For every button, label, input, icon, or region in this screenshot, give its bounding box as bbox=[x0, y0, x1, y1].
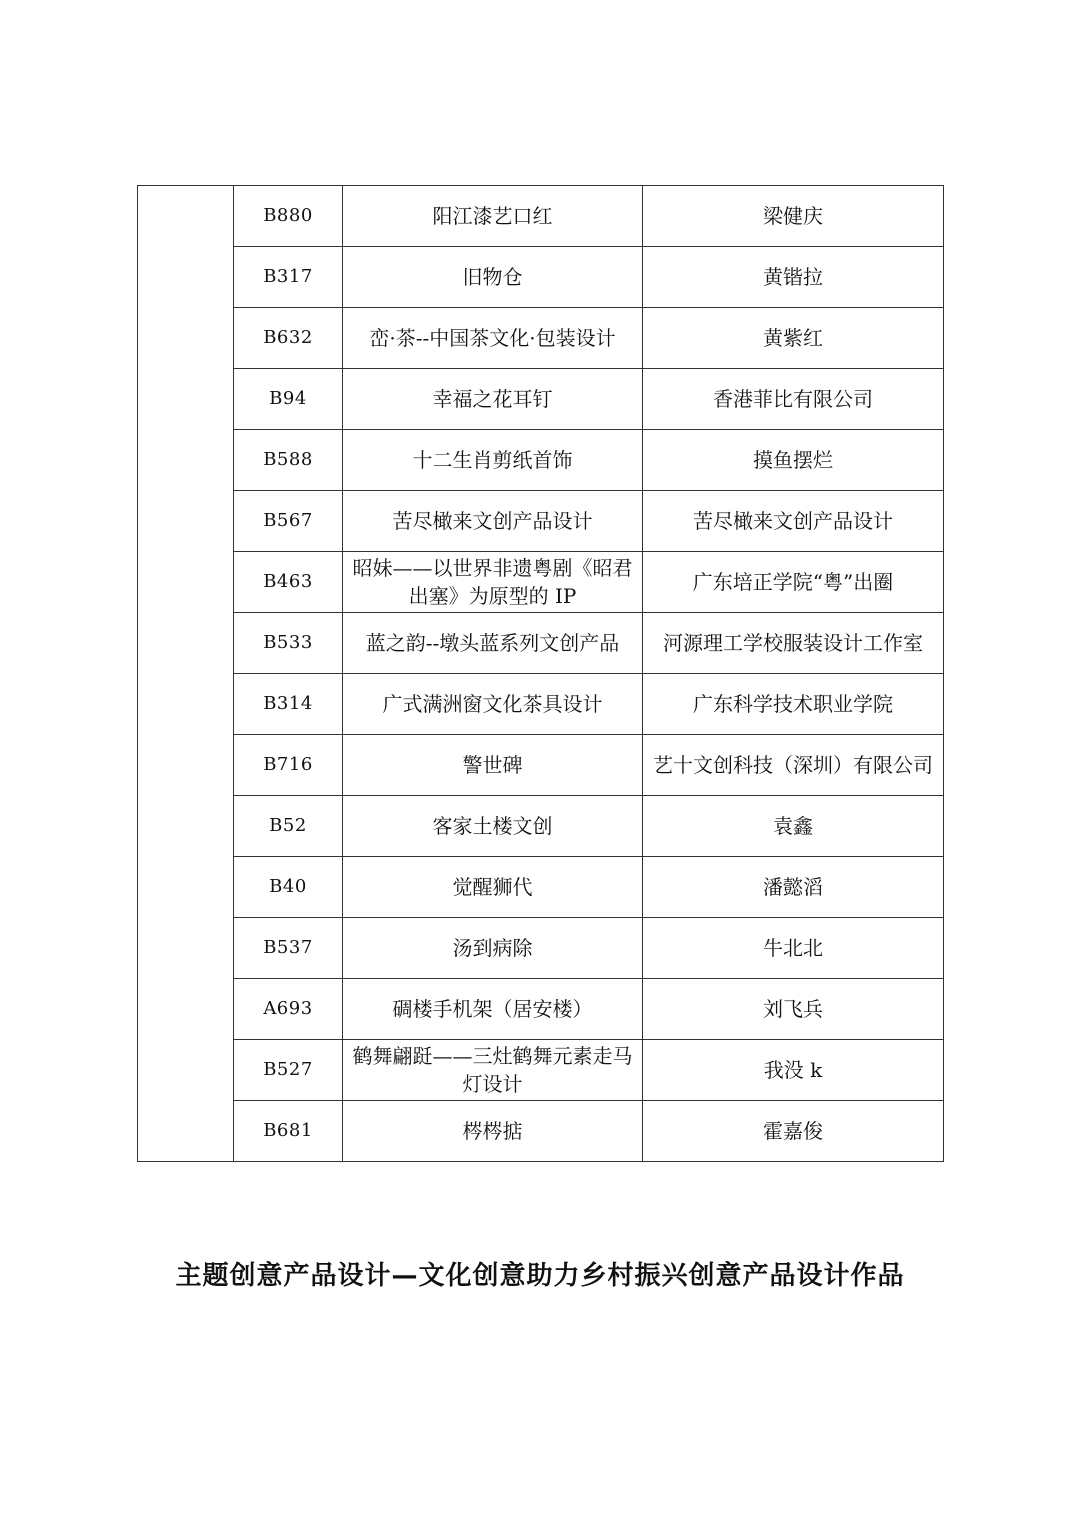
entry-title: 蓝之韵--墩头蓝系列文创产品 bbox=[343, 613, 643, 674]
entry-author: 广东培正学院“粤”出圈 bbox=[643, 552, 944, 613]
entry-author: 袁鑫 bbox=[643, 796, 944, 857]
results-table bbox=[137, 185, 944, 1162]
entry-author: 黄紫红 bbox=[643, 308, 944, 369]
entry-title: 十二生肖剪纸首饰 bbox=[343, 430, 643, 491]
table-row bbox=[138, 186, 944, 247]
entry-code: B94 bbox=[234, 369, 343, 430]
entry-author: 苦尽橄来文创产品设计 bbox=[643, 491, 944, 552]
entry-author: 我没 k bbox=[643, 1040, 944, 1101]
entry-code: B567 bbox=[234, 491, 343, 552]
entry-title: 广式满洲窗文化茶具设计 bbox=[343, 674, 643, 735]
entry-title: 碉楼手机架（居安楼） bbox=[343, 979, 643, 1040]
entry-code: B533 bbox=[234, 613, 343, 674]
entry-code: B52 bbox=[234, 796, 343, 857]
entry-author: 摸鱼摆烂 bbox=[643, 430, 944, 491]
table-row bbox=[138, 857, 944, 918]
results-table-body bbox=[138, 186, 944, 1162]
entry-code: B537 bbox=[234, 918, 343, 979]
table-row bbox=[138, 491, 944, 552]
entry-title: 客家土楼文创 bbox=[343, 796, 643, 857]
table-row bbox=[138, 735, 944, 796]
entry-title: 旧物仓 bbox=[343, 247, 643, 308]
entry-code: B632 bbox=[234, 308, 343, 369]
entry-code: B463 bbox=[234, 552, 343, 613]
entry-author: 霍嘉俊 bbox=[643, 1101, 944, 1162]
table-row bbox=[138, 674, 944, 735]
entry-code: B588 bbox=[234, 430, 343, 491]
entry-code: B527 bbox=[234, 1040, 343, 1101]
entry-code: B314 bbox=[234, 674, 343, 735]
entry-title: 峦·茶--中国茶文化·包装设计 bbox=[343, 308, 643, 369]
entry-author: 广东科学技术职业学院 bbox=[643, 674, 944, 735]
entry-author: 潘懿滔 bbox=[643, 857, 944, 918]
entry-code: B681 bbox=[234, 1101, 343, 1162]
entry-author: 黄锴拉 bbox=[643, 247, 944, 308]
entry-title: 觉醒狮代 bbox=[343, 857, 643, 918]
table-row bbox=[138, 552, 944, 613]
entry-code: B716 bbox=[234, 735, 343, 796]
entry-code: B317 bbox=[234, 247, 343, 308]
entry-author: 梁健庆 bbox=[643, 186, 944, 247]
table-row bbox=[138, 430, 944, 491]
group-cell bbox=[138, 186, 234, 1162]
entry-title: 汤到病除 bbox=[343, 918, 643, 979]
entry-title: 警世碑 bbox=[343, 735, 643, 796]
entry-code: B40 bbox=[234, 857, 343, 918]
entry-title: 鹤舞翩跹——三灶鹤舞元素走马灯设计 bbox=[343, 1040, 643, 1101]
entry-title: 苦尽橄来文创产品设计 bbox=[343, 491, 643, 552]
entry-author: 香港菲比有限公司 bbox=[643, 369, 944, 430]
table-row bbox=[138, 613, 944, 674]
entry-author: 牛北北 bbox=[643, 918, 944, 979]
table-row bbox=[138, 369, 944, 430]
table-row bbox=[138, 796, 944, 857]
entry-code: A693 bbox=[234, 979, 343, 1040]
table-row bbox=[138, 308, 944, 369]
entry-title: 梣梣掂 bbox=[343, 1101, 643, 1162]
entry-title: 阳江漆艺口红 bbox=[343, 186, 643, 247]
table-row bbox=[138, 247, 944, 308]
entry-title: 昭妹——以世界非遗粤剧《昭君出塞》为原型的 IP bbox=[343, 552, 643, 613]
entry-title: 幸福之花耳钉 bbox=[343, 369, 643, 430]
table-row bbox=[138, 918, 944, 979]
entry-author: 河源理工学校服装设计工作室 bbox=[643, 613, 944, 674]
table-row bbox=[138, 1101, 944, 1162]
entry-code: B880 bbox=[234, 186, 343, 247]
entry-author: 艺十文创科技（深圳）有限公司 bbox=[643, 735, 944, 796]
table-row bbox=[138, 979, 944, 1040]
section-heading: 主题创意产品设计—文化创意助力乡村振兴创意产品设计作品 bbox=[175, 1261, 905, 1291]
table-row bbox=[138, 1040, 944, 1101]
entry-author: 刘飞兵 bbox=[643, 979, 944, 1040]
